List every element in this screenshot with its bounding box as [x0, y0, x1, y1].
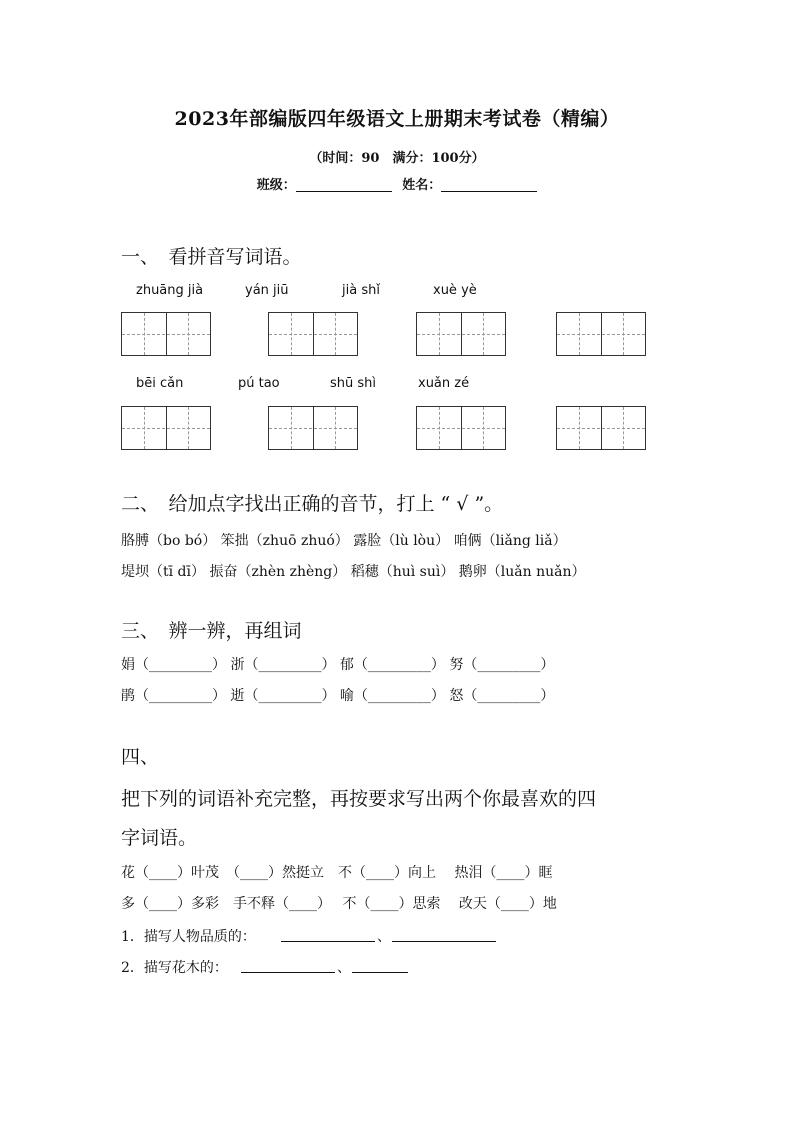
pinyin-label: jià shǐ [342, 283, 380, 298]
section3-heading: 三、 辨一辨，再组词 [121, 620, 302, 642]
pinyin-choice-line: 堤坝（tī dī） 振奋（zhèn zhèng） 稻穗（huì suì） 鹅卵（luǎn nuǎn） [121, 564, 586, 580]
idiom-fill-line: 花（____）叶茂 （____）然挺立 不（____）向上 热泪（____）眶 [121, 865, 553, 881]
writing-grid[interactable] [268, 312, 358, 356]
section4-instruction: 把下列的词语补充完整，再按要求写出两个你最喜欢的四 [121, 788, 597, 810]
pinyin-label: pú tao [238, 376, 280, 391]
writing-grid[interactable] [416, 406, 506, 450]
student-info-line [0, 174, 794, 193]
page-title: 2023年部编版四年级语文上册期末考试卷（精编） [174, 108, 620, 130]
separator: 、 [337, 960, 351, 976]
separator: 、 [377, 929, 391, 945]
section2-heading: 二、 给加点字找出正确的音节，打上 “ √ ”。 [121, 493, 504, 515]
writing-grid[interactable] [416, 312, 506, 356]
name-label: 姓名： [402, 178, 442, 193]
word-group-line: 娟（_________） 浙（_________） 郁（_________） 努（_________） [121, 657, 555, 673]
idiom-fill-line: 多（____）多彩 手不释（____） 不（____）思索 改天（____）地 [121, 896, 557, 912]
word-group-line: 鹃（_________） 逝（_________） 喻（_________） 怒（_________） [121, 688, 555, 704]
section1-heading: 一、 看拼音写词语。 [121, 246, 302, 268]
writing-grid[interactable] [556, 312, 646, 356]
pinyin-label: bēi cǎn [136, 376, 184, 391]
section4-instruction: 字词语。 [121, 827, 198, 849]
section4-heading: 四、 [121, 746, 160, 768]
answer-blank[interactable] [352, 971, 408, 973]
pinyin-label: zhuāng jià [136, 283, 204, 298]
writing-grid[interactable] [121, 406, 211, 450]
question-1-label: 1．描写人物品质的： [121, 929, 256, 945]
pinyin-label: shū shì [330, 376, 377, 391]
name-blank [441, 177, 537, 192]
class-label: 班级： [256, 178, 296, 193]
class-blank [296, 177, 392, 192]
answer-blank[interactable] [392, 940, 496, 942]
writing-grid[interactable] [268, 406, 358, 450]
exam-info: （时间：90 满分：100分） [309, 151, 485, 166]
writing-grid[interactable] [121, 312, 211, 356]
pinyin-choice-line: 胳膊（bo bó） 笨拙（zhuō zhuó） 露脸（lù lòu） 咱俩（liǎng liǎ） [121, 533, 567, 549]
pinyin-label: yán jiū [245, 283, 289, 298]
pinyin-label: xuǎn zé [418, 376, 470, 391]
writing-grid[interactable] [556, 406, 646, 450]
question-2-label: 2．描写花木的： [121, 960, 228, 976]
answer-blank[interactable] [241, 971, 335, 973]
answer-blank[interactable] [281, 940, 375, 942]
pinyin-label: xuè yè [433, 283, 477, 298]
